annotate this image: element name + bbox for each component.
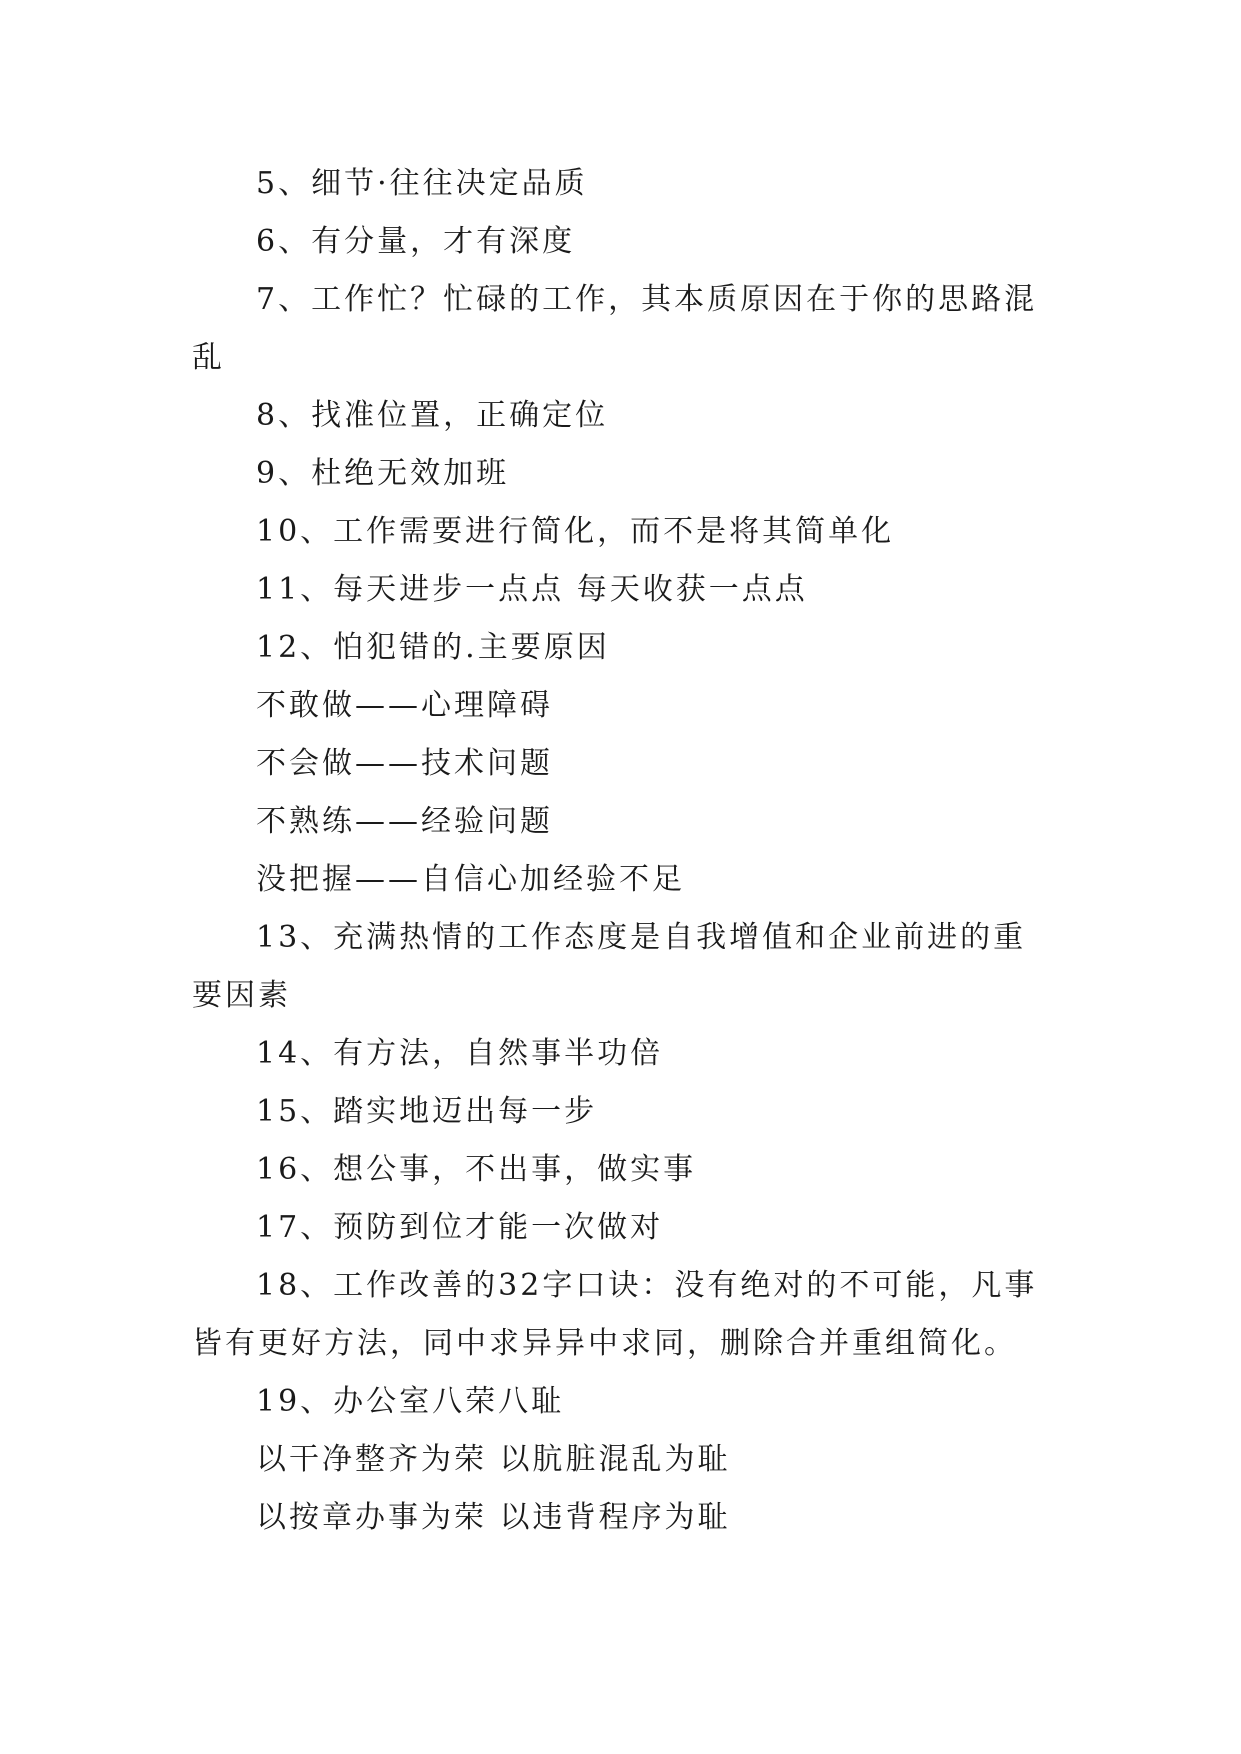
paragraph-19: 19、办公室八荣八耻 xyxy=(256,1384,565,1419)
paragraph-19-item-1: 以干净整齐为荣 以肮脏混乱为耻 xyxy=(256,1442,731,1477)
paragraph-12-item-2: 不会做——技术问题 xyxy=(256,746,553,781)
document-body xyxy=(192,155,1052,1547)
paragraph-6: 6、有分量，才有深度 xyxy=(256,224,576,259)
paragraph-12-item-3: 不熟练——经验问题 xyxy=(256,804,553,839)
paragraph-12-item-4: 没把握——自信心加经验不足 xyxy=(256,862,685,897)
paragraph-12-item-1: 不敢做——心理障碍 xyxy=(256,688,553,723)
paragraph-12: 12、怕犯错的.主要原因 xyxy=(256,630,610,665)
paragraph-9: 9、杜绝无效加班 xyxy=(256,456,510,491)
paragraph-16: 16、想公事，不出事，做实事 xyxy=(256,1152,697,1187)
paragraph-10: 10、工作需要进行简化，而不是将其简单化 xyxy=(256,514,895,549)
paragraph-18: 18、工作改善的32字口诀：没有绝对的不可能，凡事皆有更好方法，同中求异异中求同，删除合并重组简化。 xyxy=(192,1268,1038,1361)
paragraph-17: 17、预防到位才能一次做对 xyxy=(256,1210,664,1245)
paragraph-7: 7、工作忙？忙碌的工作，其本质原因在于你的思路混乱 xyxy=(192,282,1038,375)
paragraph-5: 5、细节·往往决定品质 xyxy=(256,166,588,201)
paragraph-8: 8、找准位置，正确定位 xyxy=(256,398,609,433)
paragraph-14: 14、有方法，自然事半功倍 xyxy=(256,1036,664,1071)
paragraph-13: 13、充满热情的工作态度是自我增值和企业前进的重要因素 xyxy=(192,920,1027,1013)
paragraph-15: 15、踏实地迈出每一步 xyxy=(256,1094,598,1129)
paragraph-19-item-2: 以按章办事为荣 以违背程序为耻 xyxy=(256,1500,731,1535)
paragraph-11: 11、每天进步一点点 每天收获一点点 xyxy=(256,572,808,607)
